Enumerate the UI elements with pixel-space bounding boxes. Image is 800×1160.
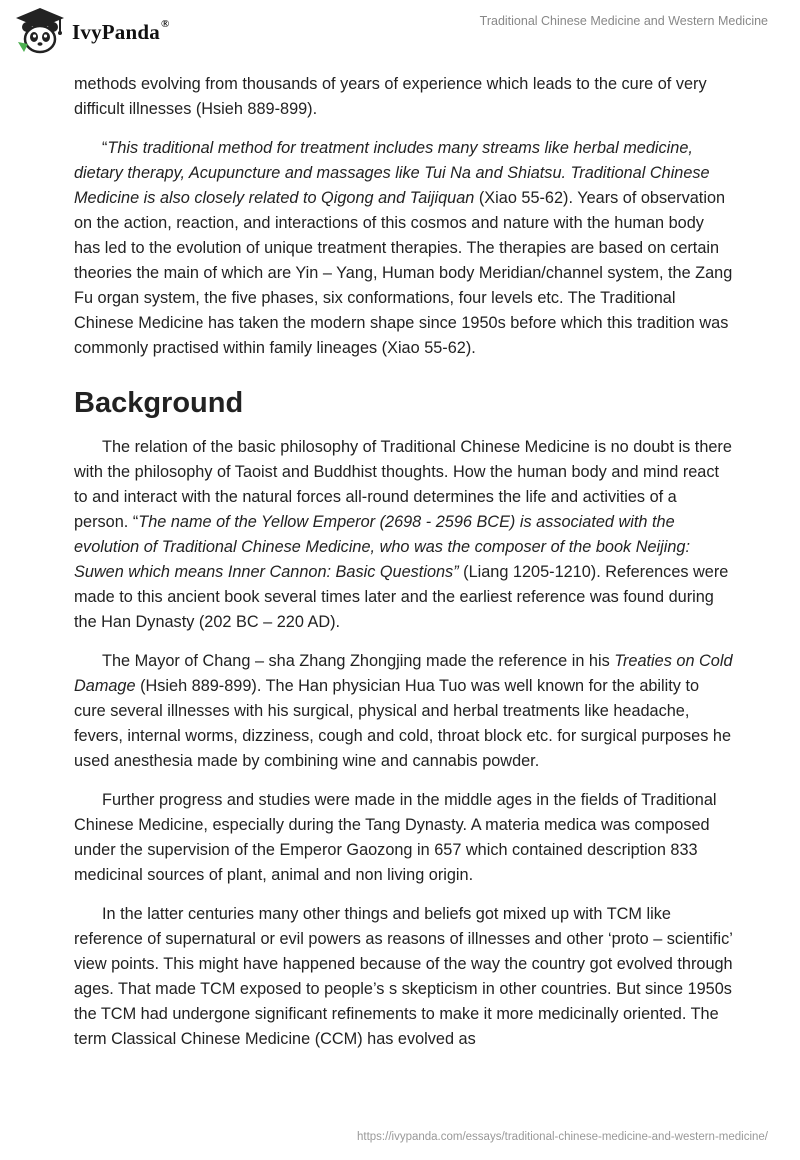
brand-logo[interactable] xyxy=(14,6,169,58)
article-body xyxy=(74,72,734,1066)
document-title: Traditional Chinese Medicine and Western Medicine xyxy=(479,14,768,28)
section-heading-background: Background xyxy=(74,387,244,419)
paragraph-zhang-zhongjing: The Mayor of Chang – sha Zhang Zhongjing made the reference in his Treaties on Cold Damage (Hsieh 889-899). The Han physician Hua Tuo was well known for the ability to cure several illnesses with his surgical, physical and herbal treatments like headache, fevers, internal worms, dizziness, cough and cold, throat block etc. for surgical purposes he used anesthesia made by combining wine and cannabis powder. xyxy=(74,652,733,770)
paragraph-later-centuries: In the latter centuries many other things and beliefs got mixed up with TCM like reference of supernatural or evil powers as reasons of illnesses and other ‘proto – scientific’ view points. This might have happened because of the way the country got evolved through ages. That made TCM exposed to people’s s skepticism in other countries. But since 1950s the TCM had undergone significant refinements to make it more medicinally oriented. The term Classical Chinese Medicine (CCM) has evolved as xyxy=(74,905,733,1048)
page-header xyxy=(0,0,800,70)
paragraph-tang-dynasty: Further progress and studies were made in the middle ages in the fields of Traditional Chinese Medicine, especially during the Tang Dynasty. A materia medica was composed under the supervision of the Emperor Gaozong in 657 which contained description 833 medicinal sources of plant, animal and non living origin. xyxy=(74,791,717,884)
paragraph-tcm-streams: “This traditional method for treatment includes many streams like herbal medicine, dietary therapy, Acupuncture and massages like Tui Na and Shiatsu. Traditional Chinese Medicine is also closely related to Qigong and Taijiquan (Xiao 55-62). Years of observation on the action, reaction, and interactions of this cosmos and nature with the human body has led to the evolution of unique treatment therapies. The therapies are based on certain theories the main of which are Yin – Yang, Human body Meridian/channel system, the Zang Fu organ system, the five phases, six conformations, four levels etc. The Traditional Chinese Medicine has taken the modern shape since 1950s before which this tradition was commonly practised within family lineages (Xiao 55-62). xyxy=(74,139,733,357)
brand-name: IvyPanda® xyxy=(72,17,170,44)
paragraph-philosophy: The relation of the basic philosophy of Traditional Chinese Medicine is no doubt is there with the philosophy of Taoist and Buddhist thoughts. How the human body and mind react to and interact with the natural forces all-round determines the life and activities of a person. “The name of the Yellow Emperor (2698 - 2596 BCE) is associated with the evolution of Traditional Chinese Medicine, who was the composer of the book Neijing: Suwen which means Inner Cannon: Basic Questions” (Liang 1205-1210). References were made to this ancient book several times later and the earliest reference was found during the Han Dynasty (202 BC – 220 AD). xyxy=(74,438,732,631)
source-url[interactable]: https://ivypanda.com/essays/traditional-chinese-medicine-and-western-medicine/ xyxy=(357,1131,768,1143)
panda-graduate-logo-icon xyxy=(14,6,66,58)
paragraph-continued: methods evolving from thousands of years of experience which leads to the cure of very difficult illnesses (Hsieh 889-899). xyxy=(74,75,707,118)
